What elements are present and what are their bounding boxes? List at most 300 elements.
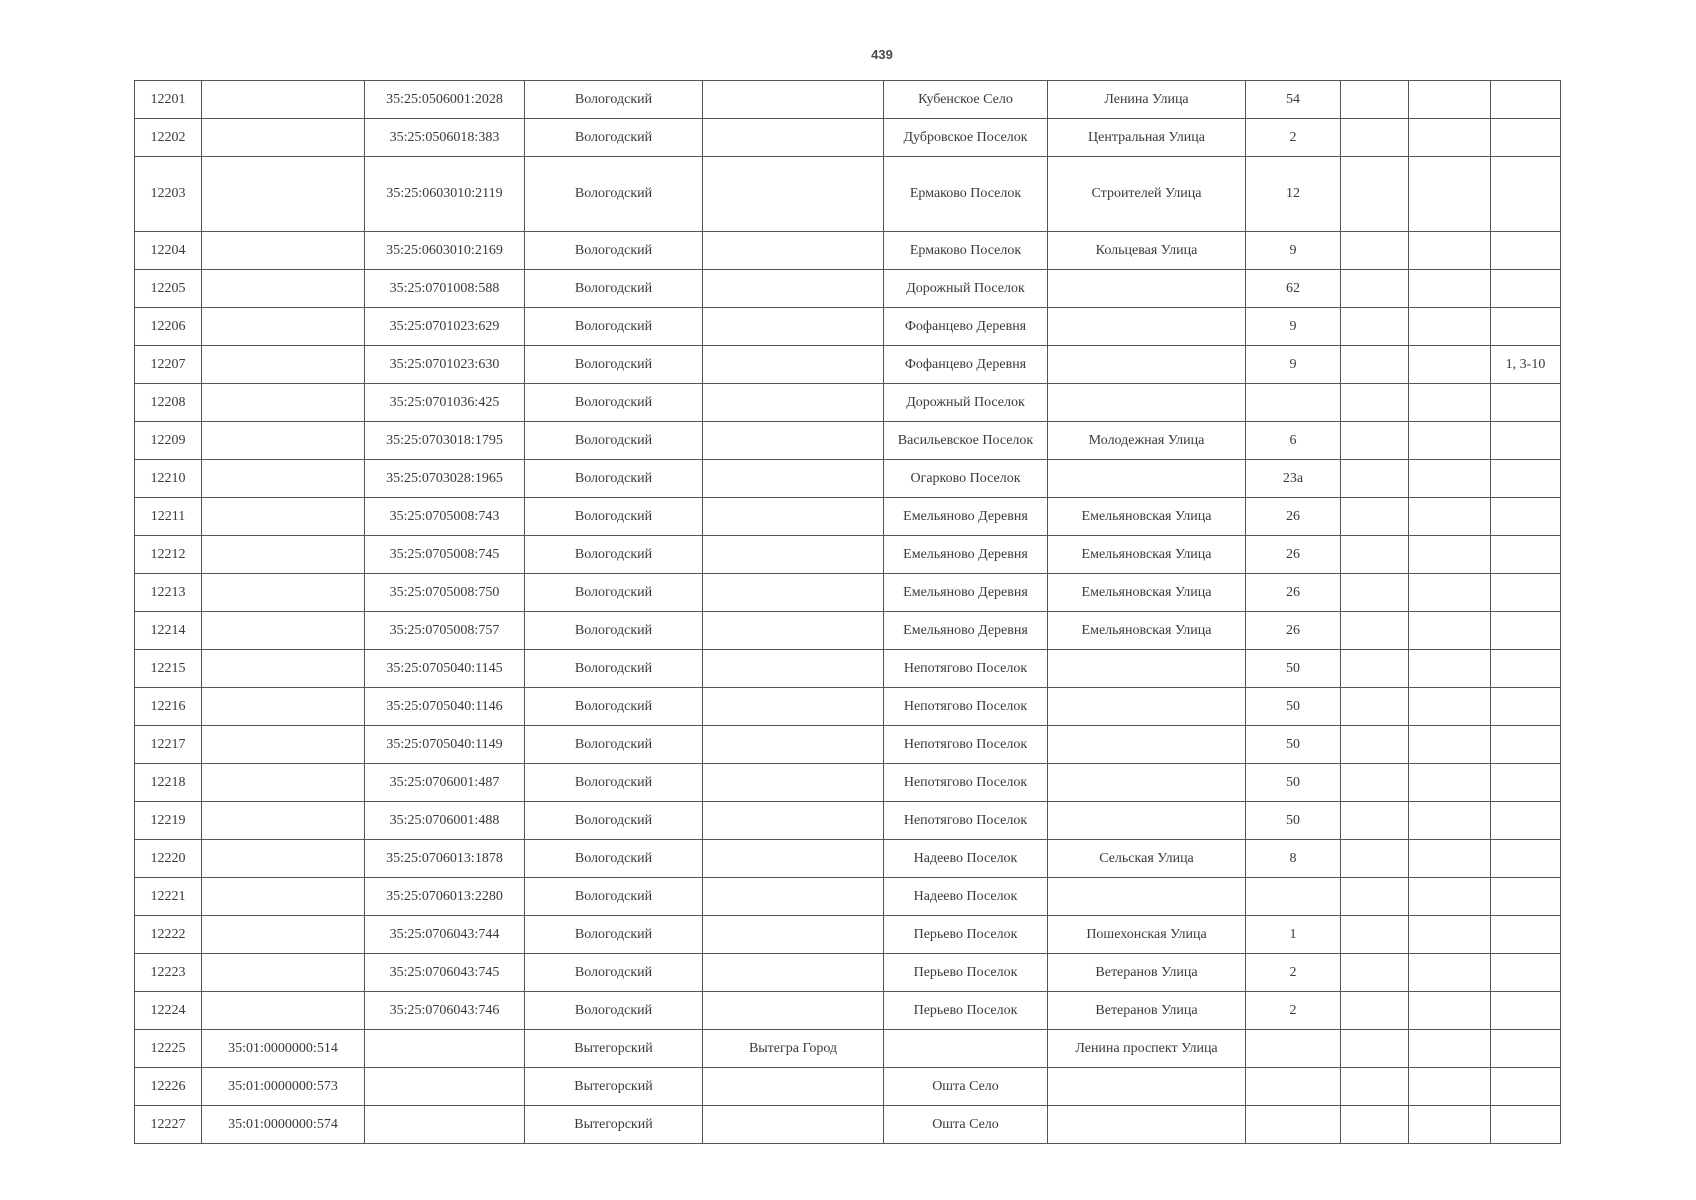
city-cell (703, 422, 884, 460)
building-cell (1341, 81, 1409, 119)
table-row (135, 1030, 1561, 1068)
cadastral-number-old-cell: 35:01:0000000:574 (202, 1106, 365, 1144)
cadastral-number-cell: 35:25:0506001:2028 (365, 81, 525, 119)
row-number-cell: 12214 (135, 612, 202, 650)
building-cell (1341, 384, 1409, 422)
apartment-cell (1491, 954, 1561, 992)
structure-cell (1409, 498, 1491, 536)
cadastral-number-old-cell (202, 802, 365, 840)
house-cell: 62 (1246, 270, 1341, 308)
street-cell: Ветеранов Улица (1048, 954, 1246, 992)
apartment-cell (1491, 384, 1561, 422)
locality-cell: Надеево Поселок (884, 840, 1048, 878)
table-row (135, 460, 1561, 498)
apartment-cell (1491, 878, 1561, 916)
apartment-cell: 1, 3-10 (1491, 346, 1561, 384)
house-cell: 1 (1246, 916, 1341, 954)
cadastral-number-old-cell (202, 574, 365, 612)
building-cell (1341, 992, 1409, 1030)
building-cell (1341, 498, 1409, 536)
cadastral-number-old-cell (202, 498, 365, 536)
house-cell (1246, 1106, 1341, 1144)
table-row (135, 650, 1561, 688)
house-cell (1246, 384, 1341, 422)
street-cell (1048, 764, 1246, 802)
cadastral-number-old-cell (202, 992, 365, 1030)
locality-cell: Фофанцево Деревня (884, 308, 1048, 346)
cadastral-number-old-cell: 35:01:0000000:514 (202, 1030, 365, 1068)
apartment-cell (1491, 1106, 1561, 1144)
apartment-cell (1491, 536, 1561, 574)
house-cell: 2 (1246, 119, 1341, 157)
cadastral-number-old-cell (202, 157, 365, 232)
street-cell: Емельяновская Улица (1048, 612, 1246, 650)
street-cell: Центральная Улица (1048, 119, 1246, 157)
apartment-cell (1491, 612, 1561, 650)
apartment-cell (1491, 157, 1561, 232)
building-cell (1341, 422, 1409, 460)
house-cell: 54 (1246, 81, 1341, 119)
table-row (135, 840, 1561, 878)
district-cell: Вологодский (525, 460, 703, 498)
city-cell (703, 119, 884, 157)
apartment-cell (1491, 308, 1561, 346)
locality-cell: Непотягово Поселок (884, 688, 1048, 726)
city-cell (703, 346, 884, 384)
house-cell: 12 (1246, 157, 1341, 232)
structure-cell (1409, 384, 1491, 422)
row-number-cell: 12225 (135, 1030, 202, 1068)
street-cell: Ленина проспект Улица (1048, 1030, 1246, 1068)
table-row (135, 384, 1561, 422)
building-cell (1341, 802, 1409, 840)
apartment-cell (1491, 650, 1561, 688)
house-cell: 9 (1246, 346, 1341, 384)
row-number-cell: 12222 (135, 916, 202, 954)
structure-cell (1409, 422, 1491, 460)
city-cell (703, 992, 884, 1030)
city-cell (703, 1068, 884, 1106)
cadastral-number-old-cell (202, 270, 365, 308)
house-cell: 9 (1246, 308, 1341, 346)
district-cell: Вытегорский (525, 1106, 703, 1144)
row-number-cell: 12213 (135, 574, 202, 612)
cadastral-number-cell: 35:25:0703018:1795 (365, 422, 525, 460)
street-cell (1048, 270, 1246, 308)
table-row (135, 992, 1561, 1030)
table-row (135, 764, 1561, 802)
table-row (135, 1068, 1561, 1106)
structure-cell (1409, 536, 1491, 574)
building-cell (1341, 119, 1409, 157)
district-cell: Вологодский (525, 422, 703, 460)
apartment-cell (1491, 270, 1561, 308)
street-cell: Кольцевая Улица (1048, 232, 1246, 270)
house-cell: 26 (1246, 612, 1341, 650)
street-cell (1048, 802, 1246, 840)
street-cell (1048, 460, 1246, 498)
street-cell (1048, 1068, 1246, 1106)
cadastral-number-cell: 35:25:0701023:630 (365, 346, 525, 384)
district-cell: Вологодский (525, 384, 703, 422)
house-cell: 50 (1246, 726, 1341, 764)
city-cell (703, 916, 884, 954)
structure-cell (1409, 270, 1491, 308)
locality-cell: Васильевское Поселок (884, 422, 1048, 460)
locality-cell: Надеево Поселок (884, 878, 1048, 916)
city-cell (703, 384, 884, 422)
cadastral-number-cell: 35:25:0706013:2280 (365, 878, 525, 916)
house-cell: 50 (1246, 650, 1341, 688)
street-cell: Сельская Улица (1048, 840, 1246, 878)
apartment-cell (1491, 764, 1561, 802)
city-cell (703, 764, 884, 802)
structure-cell (1409, 119, 1491, 157)
cadastral-number-old-cell (202, 119, 365, 157)
district-cell: Вологодский (525, 954, 703, 992)
apartment-cell (1491, 916, 1561, 954)
cadastral-number-cell: 35:25:0706043:746 (365, 992, 525, 1030)
locality-cell (884, 1030, 1048, 1068)
locality-cell: Ошта Село (884, 1068, 1048, 1106)
city-cell (703, 574, 884, 612)
cadastral-number-old-cell (202, 840, 365, 878)
row-number-cell: 12209 (135, 422, 202, 460)
locality-cell: Огарково Поселок (884, 460, 1048, 498)
structure-cell (1409, 650, 1491, 688)
cadastral-number-cell: 35:25:0705008:743 (365, 498, 525, 536)
building-cell (1341, 1106, 1409, 1144)
street-cell (1048, 346, 1246, 384)
cadastral-number-cell: 35:25:0603010:2169 (365, 232, 525, 270)
district-cell: Вологодский (525, 650, 703, 688)
district-cell: Вологодский (525, 308, 703, 346)
cadastral-number-cell (365, 1068, 525, 1106)
apartment-cell (1491, 574, 1561, 612)
district-cell: Вологодский (525, 574, 703, 612)
locality-cell: Дорожный Поселок (884, 384, 1048, 422)
row-number-cell: 12212 (135, 536, 202, 574)
cadastral-number-old-cell (202, 612, 365, 650)
table-row (135, 688, 1561, 726)
building-cell (1341, 1068, 1409, 1106)
cadastral-number-cell: 35:25:0705008:745 (365, 536, 525, 574)
table-row (135, 536, 1561, 574)
building-cell (1341, 157, 1409, 232)
street-cell (1048, 726, 1246, 764)
apartment-cell (1491, 726, 1561, 764)
house-cell: 50 (1246, 688, 1341, 726)
cadastral-number-cell: 35:25:0705008:750 (365, 574, 525, 612)
building-cell (1341, 726, 1409, 764)
apartment-cell (1491, 1068, 1561, 1106)
city-cell (703, 726, 884, 764)
building-cell (1341, 308, 1409, 346)
row-number-cell: 12220 (135, 840, 202, 878)
apartment-cell (1491, 498, 1561, 536)
apartment-cell (1491, 422, 1561, 460)
house-cell: 50 (1246, 764, 1341, 802)
house-cell (1246, 1030, 1341, 1068)
row-number-cell: 12216 (135, 688, 202, 726)
locality-cell: Непотягово Поселок (884, 650, 1048, 688)
locality-cell: Емельяново Деревня (884, 574, 1048, 612)
city-cell (703, 878, 884, 916)
table-row (135, 574, 1561, 612)
street-cell: Строителей Улица (1048, 157, 1246, 232)
row-number-cell: 12204 (135, 232, 202, 270)
apartment-cell (1491, 688, 1561, 726)
locality-cell: Перьево Поселок (884, 992, 1048, 1030)
district-cell: Вологодский (525, 802, 703, 840)
house-cell: 8 (1246, 840, 1341, 878)
cadastral-number-cell: 35:25:0706013:1878 (365, 840, 525, 878)
district-cell: Вологодский (525, 612, 703, 650)
locality-cell: Емельяново Деревня (884, 612, 1048, 650)
street-cell: Емельяновская Улица (1048, 536, 1246, 574)
row-number-cell: 12226 (135, 1068, 202, 1106)
row-number-cell: 12227 (135, 1106, 202, 1144)
table-row (135, 422, 1561, 460)
building-cell (1341, 460, 1409, 498)
district-cell: Вытегорский (525, 1030, 703, 1068)
building-cell (1341, 536, 1409, 574)
table-row (135, 802, 1561, 840)
row-number-cell: 12224 (135, 992, 202, 1030)
building-cell (1341, 346, 1409, 384)
apartment-cell (1491, 802, 1561, 840)
city-cell (703, 802, 884, 840)
street-cell (1048, 688, 1246, 726)
structure-cell (1409, 574, 1491, 612)
city-cell (703, 840, 884, 878)
structure-cell (1409, 916, 1491, 954)
house-cell: 26 (1246, 498, 1341, 536)
locality-cell: Емельяново Деревня (884, 536, 1048, 574)
row-number-cell: 12215 (135, 650, 202, 688)
table-row (135, 954, 1561, 992)
street-cell (1048, 384, 1246, 422)
locality-cell: Непотягово Поселок (884, 802, 1048, 840)
apartment-cell (1491, 232, 1561, 270)
cadastral-number-old-cell (202, 308, 365, 346)
street-cell: Молодежная Улица (1048, 422, 1246, 460)
building-cell (1341, 232, 1409, 270)
street-cell: Ленина Улица (1048, 81, 1246, 119)
cadastral-number-cell: 35:25:0705040:1146 (365, 688, 525, 726)
cadastral-number-cell: 35:25:0706001:487 (365, 764, 525, 802)
district-cell: Вологодский (525, 270, 703, 308)
locality-cell: Емельяново Деревня (884, 498, 1048, 536)
structure-cell (1409, 612, 1491, 650)
row-number-cell: 12217 (135, 726, 202, 764)
structure-cell (1409, 1068, 1491, 1106)
house-cell: 50 (1246, 802, 1341, 840)
cadastral-number-old-cell (202, 232, 365, 270)
locality-cell: Фофанцево Деревня (884, 346, 1048, 384)
cadastral-number-old-cell (202, 650, 365, 688)
building-cell (1341, 764, 1409, 802)
house-cell: 26 (1246, 574, 1341, 612)
locality-cell: Непотягово Поселок (884, 726, 1048, 764)
structure-cell (1409, 764, 1491, 802)
locality-cell: Перьево Поселок (884, 916, 1048, 954)
row-number-cell: 12223 (135, 954, 202, 992)
row-number-cell: 12207 (135, 346, 202, 384)
district-cell: Вологодский (525, 232, 703, 270)
city-cell (703, 270, 884, 308)
cadastral-number-old-cell (202, 384, 365, 422)
cadastral-number-old-cell (202, 460, 365, 498)
cadastral-number-cell: 35:25:0706043:745 (365, 954, 525, 992)
row-number-cell: 12218 (135, 764, 202, 802)
cadastral-number-cell: 35:25:0705040:1145 (365, 650, 525, 688)
cadastral-number-cell: 35:25:0706001:488 (365, 802, 525, 840)
locality-cell: Дорожный Поселок (884, 270, 1048, 308)
district-cell: Вытегорский (525, 1068, 703, 1106)
cadastral-number-old-cell (202, 764, 365, 802)
row-number-cell: 12208 (135, 384, 202, 422)
district-cell: Вологодский (525, 878, 703, 916)
table-row (135, 308, 1561, 346)
locality-cell: Перьево Поселок (884, 954, 1048, 992)
building-cell (1341, 270, 1409, 308)
table-row (135, 157, 1561, 232)
apartment-cell (1491, 460, 1561, 498)
cadastral-number-old-cell (202, 346, 365, 384)
table-row (135, 270, 1561, 308)
table-row (135, 498, 1561, 536)
row-number-cell: 12221 (135, 878, 202, 916)
locality-cell: Ошта Село (884, 1106, 1048, 1144)
table-row (135, 119, 1561, 157)
apartment-cell (1491, 992, 1561, 1030)
cadastral-number-cell: 35:25:0603010:2119 (365, 157, 525, 232)
district-cell: Вологодский (525, 916, 703, 954)
building-cell (1341, 574, 1409, 612)
city-cell: Вытегра Город (703, 1030, 884, 1068)
building-cell (1341, 954, 1409, 992)
district-cell: Вологодский (525, 764, 703, 802)
locality-cell: Кубенское Село (884, 81, 1048, 119)
structure-cell (1409, 81, 1491, 119)
structure-cell (1409, 954, 1491, 992)
table-row (135, 1106, 1561, 1144)
cadastral-number-old-cell (202, 422, 365, 460)
building-cell (1341, 688, 1409, 726)
district-cell: Вологодский (525, 498, 703, 536)
registry-table (134, 80, 1561, 1144)
cadastral-number-old-cell (202, 726, 365, 764)
row-number-cell: 12210 (135, 460, 202, 498)
city-cell (703, 81, 884, 119)
street-cell (1048, 878, 1246, 916)
table-row (135, 878, 1561, 916)
structure-cell (1409, 878, 1491, 916)
city-cell (703, 650, 884, 688)
structure-cell (1409, 688, 1491, 726)
city-cell (703, 157, 884, 232)
locality-cell: Непотягово Поселок (884, 764, 1048, 802)
building-cell (1341, 878, 1409, 916)
building-cell (1341, 1030, 1409, 1068)
structure-cell (1409, 308, 1491, 346)
table-row (135, 346, 1561, 384)
house-cell (1246, 878, 1341, 916)
city-cell (703, 232, 884, 270)
street-cell (1048, 650, 1246, 688)
page-number: 439 (871, 47, 893, 62)
house-cell: 26 (1246, 536, 1341, 574)
cadastral-number-old-cell (202, 878, 365, 916)
house-cell: 2 (1246, 954, 1341, 992)
building-cell (1341, 612, 1409, 650)
row-number-cell: 12211 (135, 498, 202, 536)
cadastral-number-old-cell: 35:01:0000000:573 (202, 1068, 365, 1106)
apartment-cell (1491, 1030, 1561, 1068)
city-cell (703, 498, 884, 536)
structure-cell (1409, 346, 1491, 384)
cadastral-number-cell: 35:25:0506018:383 (365, 119, 525, 157)
cadastral-number-old-cell (202, 954, 365, 992)
cadastral-number-cell: 35:25:0705040:1149 (365, 726, 525, 764)
structure-cell (1409, 157, 1491, 232)
structure-cell (1409, 840, 1491, 878)
city-cell (703, 612, 884, 650)
table-row (135, 916, 1561, 954)
row-number-cell: 12202 (135, 119, 202, 157)
structure-cell (1409, 460, 1491, 498)
house-cell: 23а (1246, 460, 1341, 498)
street-cell: Емельяновская Улица (1048, 498, 1246, 536)
house-cell: 6 (1246, 422, 1341, 460)
row-number-cell: 12201 (135, 81, 202, 119)
district-cell: Вологодский (525, 119, 703, 157)
city-cell (703, 1106, 884, 1144)
cadastral-number-cell (365, 1030, 525, 1068)
apartment-cell (1491, 119, 1561, 157)
table-row (135, 726, 1561, 764)
district-cell: Вологодский (525, 346, 703, 384)
house-cell: 2 (1246, 992, 1341, 1030)
cadastral-number-old-cell (202, 536, 365, 574)
city-cell (703, 688, 884, 726)
street-cell: Пошехонская Улица (1048, 916, 1246, 954)
structure-cell (1409, 1030, 1491, 1068)
row-number-cell: 12203 (135, 157, 202, 232)
cadastral-number-old-cell (202, 81, 365, 119)
table-row (135, 232, 1561, 270)
cadastral-number-cell: 35:25:0703028:1965 (365, 460, 525, 498)
cadastral-number-cell: 35:25:0701008:588 (365, 270, 525, 308)
city-cell (703, 308, 884, 346)
street-cell: Емельяновская Улица (1048, 574, 1246, 612)
district-cell: Вологодский (525, 688, 703, 726)
table-body (135, 81, 1561, 1144)
cadastral-number-old-cell (202, 688, 365, 726)
cadastral-number-cell: 35:25:0701023:629 (365, 308, 525, 346)
structure-cell (1409, 232, 1491, 270)
district-cell: Вологодский (525, 992, 703, 1030)
cadastral-number-cell: 35:25:0701036:425 (365, 384, 525, 422)
house-cell: 9 (1246, 232, 1341, 270)
city-cell (703, 460, 884, 498)
building-cell (1341, 840, 1409, 878)
city-cell (703, 954, 884, 992)
city-cell (703, 536, 884, 574)
district-cell: Вологодский (525, 840, 703, 878)
building-cell (1341, 916, 1409, 954)
